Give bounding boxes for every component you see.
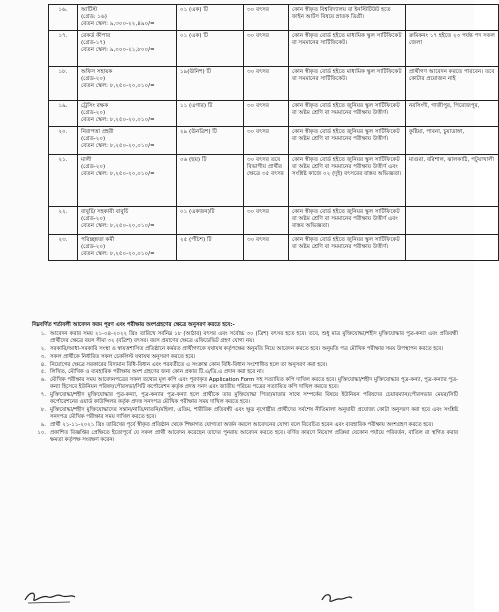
condition-text: সকল প্রার্থীকে নির্ধারিত সকল চেকলিস্ট যথাযথ অনুসরণ করতে হবে। bbox=[50, 353, 196, 360]
serial-cell: ২১. bbox=[49, 155, 78, 207]
post-count-cell: ০১ (একজন)টি bbox=[177, 207, 244, 235]
post-count-cell: ২৯ (ঊনত্রিশ) টি bbox=[177, 127, 244, 155]
post-grade: (গ্রেড-২০) bbox=[81, 244, 106, 250]
post-name: মালী bbox=[81, 157, 92, 163]
district-quota-cell bbox=[406, 5, 499, 31]
post-name: অফিস সহায়ক bbox=[81, 69, 113, 75]
condition-item bbox=[32, 407, 458, 421]
condition-item bbox=[32, 369, 458, 376]
signature-mark-left bbox=[22, 588, 78, 606]
serial-cell: ২০. bbox=[49, 127, 78, 155]
post-pay-scale: বেতন স্কেল: ৮,২৫০-২০,০১০/= bbox=[81, 223, 155, 229]
qualification-cell: কোন স্বীকৃত বিশ্ববিদ্যালয় বা ইনস্টিটিউট হতে ফাইন আর্টস বিষয়ে স্নাতক ডিগ্রী। bbox=[289, 5, 406, 31]
post-name: রেকর্ড কীপার bbox=[81, 33, 111, 39]
post-cell bbox=[78, 101, 177, 127]
post-grade: (গ্রেড-২০) bbox=[81, 164, 106, 170]
qualification-cell: কোন স্বীকৃত বোর্ড হইতে জুনিয়র স্কুল সার্টিফিকেট বা অষ্টম শ্রেণি বা সমমানের পরীক্ষায় উত্তীর্ণ। bbox=[289, 127, 406, 155]
table-row bbox=[49, 67, 499, 101]
post-count-cell: ১১ (এগার) টি bbox=[177, 101, 244, 127]
post-pay-scale: বেতন স্কেল: ৮,২৫০-২০,০১০/= bbox=[81, 143, 155, 149]
post-count-cell: ০১ (এক) টি bbox=[177, 5, 244, 31]
table-row bbox=[49, 101, 499, 127]
condition-number: ৮. bbox=[40, 406, 46, 413]
age-limit-cell: ৩০ বৎসর bbox=[244, 127, 289, 155]
post-cell bbox=[78, 127, 177, 155]
condition-number: ৫. bbox=[40, 369, 46, 376]
post-name: আর্টিস্ট bbox=[81, 7, 98, 13]
condition-text: মুক্তিযোদ্ধা/শহীদ মুক্তিযোদ্ধার পুত্র-কন্যা, পুত্র-কন্যার পুত্র-কন্যা হলে প্রার্থীকে তার মুক্তিযোদ্ধা পিতা/মাতার সাথে সম্পর্কের বিষয়ে ইউনিয়ন পরিষদের চেয়ারম্যান/পৌরসভার মেয়র/সিটি কর্পোরেশনের ওয়ার্ড কাউন্সিলর কর্তৃক প্রদত্ত সনদপত্র মৌখিক পরীক্ষার সময় দাখিল করতে হবে। bbox=[50, 392, 458, 406]
qualification-cell: কোন স্বীকৃত বোর্ড হইতে মাধ্যমিক স্কুল সার্টিফিকেট বা সমমানের সার্টিফিকেট। bbox=[289, 67, 406, 101]
post-pay-scale: বেতন স্কেল: ৯,০০০-২১,৮০০/= bbox=[81, 47, 155, 53]
condition-item bbox=[32, 331, 458, 345]
district-quota-cell: প্রার্থীগণ আবেদন করতে পারবেন। তবে কোটার প্রয়োজন নাই bbox=[406, 67, 499, 101]
age-limit-cell: ৩০ বৎসর bbox=[244, 31, 289, 67]
table-row bbox=[49, 235, 499, 261]
qualification-cell: কোন স্বীকৃত বোর্ড হইতে জুনিয়র স্কুল সার্টিফিকেট বা অষ্টম শ্রেণি বা সমমানের পরীক্ষায় উত্তীর্ণ। bbox=[289, 101, 406, 127]
condition-text: প্রার্থী ২১-১১-২০২১ খ্রিঃ তারিখের পূর্বে স্বীকৃত প্রতিষ্ঠান থেকে শিক্ষাগত যোগ্যতা অর্জন করলে আবেদনের যোগ্য বলে বিবেচিত হবেন এবং ব্যবহারিক পরীক্ষায় অংশগ্রহণ করতে হবে। bbox=[50, 421, 434, 428]
condition-text: প্রকাশিত বিজ্ঞপ্তির প্রেক্ষিতে ইতোপূর্বে যে সকল প্রার্থী আবেদন করেছেন তাদের পুনরায় আবেদন করতে হবে। বর্ণিত কারণে নিয়োগ প্রক্রিয়া যেকোন পর্যায়ে পরিবর্তন, বাতিল বা স্থগিত করার ক্ষমতা কর্তৃপক্ষ সংরক্ষণ করেন। bbox=[50, 429, 458, 443]
age-limit-cell: ৩০ বৎসর bbox=[244, 5, 289, 31]
post-pay-scale: বেতন স্কেল: ৯,৩০০-২২,৪৯০/= bbox=[81, 21, 155, 27]
district-quota-cell bbox=[406, 235, 499, 261]
post-grade: (গ্রেড-২০) bbox=[81, 76, 106, 82]
post-cell bbox=[78, 235, 177, 261]
condition-item bbox=[32, 422, 458, 429]
condition-text: মৌখিক পরীক্ষার সময় আবেদনপত্রের সকল তথ্যের মূল কপি এবং পূরণকৃত Application Form সহ সত্যায়িত কপি দাখিল করতে হবে। মুক্তিযোদ্ধা/শহীদ মুক্তিযোদ্ধার পুত্র-কন্যা, পুত্র-কন্যার পুত্র-কন্যা হিসেবে ইউনিয়ন পরিষদ/পৌরসভা/সিটি কর্পোরেশন কর্তৃক প্রদত্ত সনদ এবং জাতীয় পরিচয় পত্রের সত্যায়িত কপি দাখিল করতে হবে। bbox=[50, 377, 458, 391]
district-quota-cell bbox=[406, 207, 499, 235]
serial-cell: ১৯. bbox=[49, 101, 78, 127]
post-grade: (গ্রেড-২০) bbox=[81, 216, 106, 222]
conditions-section bbox=[32, 322, 458, 445]
post-cell bbox=[78, 155, 177, 207]
post-cell bbox=[78, 5, 177, 31]
post-count-cell: ০১ (এক) টি bbox=[177, 31, 244, 67]
condition-number: ৩. bbox=[40, 353, 46, 360]
age-limit-cell: ৩০ বৎসর bbox=[244, 207, 289, 235]
condition-item bbox=[32, 346, 458, 353]
age-limit-cell: ৩০ বৎসর bbox=[244, 67, 289, 101]
condition-item bbox=[32, 354, 458, 361]
condition-item bbox=[32, 392, 458, 406]
district-quota-cell: ক্রমিকনং ১৭ হইতে ২৩ পর্যন্ত পদ সকল জেলা bbox=[406, 31, 499, 67]
table-row bbox=[49, 127, 499, 155]
post-name: পরিচ্ছন্নতা কর্মী bbox=[81, 237, 115, 243]
district-quota-cell: নরসিংদী, গাজীপুর, পিরোজপুর, bbox=[406, 101, 499, 127]
post-count-cell: ২৫ (পঁচিশ) টি bbox=[177, 235, 244, 261]
table-row bbox=[49, 5, 499, 31]
condition-item bbox=[32, 362, 458, 369]
age-limit-cell: ৩০ বৎসর bbox=[244, 235, 289, 261]
post-pay-scale: বেতন স্কেল: ৮,২৫০-২০,০১০/= bbox=[81, 251, 155, 257]
post-pay-scale: বেতন স্কেল: ৮,২৫০-২০,০১০/= bbox=[81, 83, 155, 89]
post-cell bbox=[78, 31, 177, 67]
table-row bbox=[49, 155, 499, 207]
qualification-cell: কোন স্বীকৃত বোর্ড হইতে জুনিয়র স্কুল সার্টিফিকেট বা অষ্টম শ্রেণি বা সমমানের পরীক্ষায় উত্তীর্ণ। bbox=[289, 235, 406, 261]
serial-cell: ১৬. bbox=[49, 5, 78, 31]
condition-number: ৯. bbox=[40, 421, 46, 428]
condition-number: ১০. bbox=[37, 429, 46, 436]
condition-number: ১. bbox=[40, 330, 46, 337]
condition-number: ৬. bbox=[40, 377, 46, 384]
serial-cell: ১৮. bbox=[49, 67, 78, 101]
post-cell bbox=[78, 67, 177, 101]
table-row bbox=[49, 207, 499, 235]
condition-text: আবেদন করার সময় ২১-০৪-২০২২ খ্রিঃ তারিখে সর্বনিম্ন ১৮ (আঠার) বৎসর এবং সর্বোচ্চ ৩০ (ত্রিশ) বৎসর হতে হবে। তবে, শুধু মাত্র মুক্তিযোদ্ধা/শহীদ মুক্তিযোদ্ধার পুত্র-কন্যা এবং প্রতিবন্ধী প্রার্থীদের ক্ষেত্রে বয়স সীমা ৩২ (বত্রিশ) বৎসর। বয়স প্রমাণের ক্ষেত্রে এফিডেভিট গ্রহণ যোগ্য নয়। bbox=[50, 330, 458, 344]
qualification-cell: কোন স্বীকৃত বোর্ড হইতে জুনিয়র স্কুল সার্টিফিকেট বা অষ্টম শ্রেণি বা সমমানের পরীক্ষায় উত্তীর্ণ এবং সংশ্লিষ্ট কাজে ০২ (দুই) বৎসরের বাস্তব অভিজ্ঞতা। bbox=[289, 155, 406, 207]
post-pay-scale: বেতন স্কেল: ৮,২৫০-২০,০১০/= bbox=[81, 171, 155, 177]
serial-cell: ২৩. bbox=[49, 235, 78, 261]
conditions-intro: নিম্নবর্ণিত শর্তাবলী আবেদন ফরম পূরণ এবং পরীক্ষায় অংশগ্রহণের ক্ষেত্রে অনুসরণ করতে হবে:- bbox=[32, 322, 235, 328]
condition-number: ৪. bbox=[40, 361, 46, 368]
post-grade: (গ্রেড-২০) bbox=[81, 110, 106, 116]
qualification-cell: কোন স্বীকৃত বোর্ড হইতে জুনিয়র স্কুল সার্টিফিকেট বা অষ্টম শ্রেণি বা সমমানের পরীক্ষায় উত্তীর্ণ এবং বাস্তব অভিজ্ঞতা। bbox=[289, 207, 406, 235]
age-limit-cell: ৩০ বৎসর তবে বিভাগীয় প্রার্থীর ক্ষেত্রে ৩৫ বৎসর bbox=[244, 155, 289, 207]
post-pay-scale: বেতন স্কেল: ৮,২৫০-২০,০১০/= bbox=[81, 117, 155, 123]
post-name: নিরাপত্তা প্রহরী bbox=[81, 129, 114, 135]
post-cell bbox=[78, 207, 177, 235]
condition-item bbox=[32, 430, 458, 444]
qualification-cell: কোন স্বীকৃত বোর্ড হইতে মাধ্যমিক স্কুল সার্টিফিকেট বা সমমানের সার্টিফিকেট। bbox=[289, 31, 406, 67]
condition-text: লিখিত, মৌখিক ও ব্যবহারিক পরীক্ষায় অংশ গ্রহণের জন্য কোন প্রকার টি.এ/ডি.এ প্রদান করা হবে না। bbox=[50, 369, 264, 376]
post-grade: (গ্রেড-১৭) bbox=[81, 40, 106, 46]
post-grade: (গ্রেড: ১৬) bbox=[81, 14, 107, 20]
age-limit-cell: ৩০ বৎসর bbox=[244, 101, 289, 127]
serial-cell: ১৭. bbox=[49, 31, 78, 67]
condition-text: মুক্তিযোদ্ধা/শহীদ মুক্তিযোদ্ধাদের সন্তান/নাতি/নাতনি/মহিলা, এতিম, শারীরিক প্রতিবন্ধী এবং ক্ষুদ্র নৃগোষ্ঠীর প্রার্থীদের সর্বশেষ নীতিমালা অনুযায়ী প্রযোজ্য কোটা অনুসরণ করা হবে এবং সংশ্লিষ্ট সনদপত্র মৌখিক পরীক্ষার সময় দাখিল করতে হবে। bbox=[50, 406, 458, 420]
condition-item bbox=[32, 377, 458, 391]
condition-text: নিয়োগের ক্ষেত্রে সরকারের বিদ্যমান বিধি-বিধান এবং পরবর্তীতে এ সংক্রান্ত কোন বিধি-বিধান সংশোধিত হলে তা অনুসরণ করা হবে। bbox=[50, 361, 328, 368]
condition-text: সরকারি/আধা-সরকারি সংস্থা ও স্বায়ত্তশাসিত প্রতিষ্ঠানে কর্মরত প্রার্থীগণকে যথাযথ কর্তৃপক্ষের অনুমতি নিয়ে আবেদন করতে হবে। অনুমতি পত্র মৌখিক পরীক্ষার সময় উপস্থাপন করতে হবে। bbox=[50, 345, 444, 352]
post-name: ট্রেসিং রক্ষক bbox=[81, 103, 109, 109]
post-count-cell: ০৬ (ছয়) টি bbox=[177, 155, 244, 207]
serial-cell: ২২. bbox=[49, 207, 78, 235]
condition-number: ২. bbox=[40, 345, 46, 352]
post-grade: (গ্রেড-২০) bbox=[81, 136, 106, 142]
district-quota-cell: কুষ্টিয়া, পাবনা, চুয়াডাঙ্গা, bbox=[406, 127, 499, 155]
table-row bbox=[49, 31, 499, 67]
post-name: বাবুর্চি/ সহকারী বাবুর্চি bbox=[81, 209, 129, 215]
condition-number: ৭. bbox=[40, 392, 46, 399]
district-quota-cell: মাগুরা, বরিশাল, ঝালকাঠি, পটুয়াখালী bbox=[406, 155, 499, 207]
posts-table bbox=[48, 4, 499, 261]
signature-mark-right bbox=[318, 590, 358, 606]
post-count-cell: ১৯(ঊনিশ) টি bbox=[177, 67, 244, 101]
